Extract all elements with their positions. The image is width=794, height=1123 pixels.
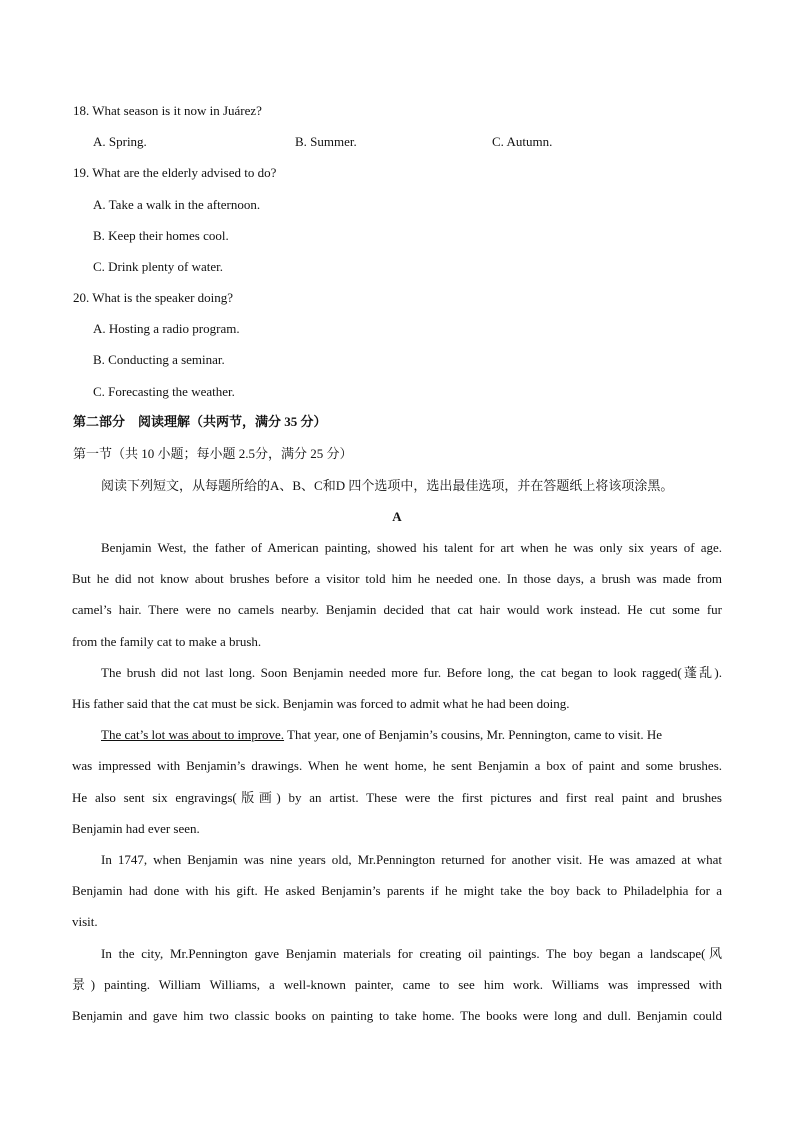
section-instruction: 阅读下列短文，从每题所给的A、B、C和D 四个选项中，选出最佳选项，并在答题纸上将该项涂黑。	[101, 478, 674, 493]
passage-line: The brush did not last long. Soon Benjamin needed more fur. Before long, the cat began to look ragged(蓬乱).	[101, 665, 722, 680]
passage-line: Benjamin and gave him two classic books on painting to take home. The books were long and dull. Benjamin could	[72, 1008, 722, 1023]
passage-line: 景) painting. William Williams, a well-known painter, came to see him work. Williams was impressed with	[72, 977, 722, 992]
passage-line: He also sent six engravings(版画) by an artist. These were the first pictures and first real paint and brushes	[72, 790, 722, 805]
passage-line-rest: That year, one of Benjamin’s cousins, Mr. Pennington, came to visit. He	[284, 727, 663, 742]
passage-line: In 1747, when Benjamin was nine years old, Mr.Pennington returned for another visit. He was amazed at what	[101, 852, 722, 867]
part-title: 第二部分 阅读理解（共两节，满分 35 分）	[73, 414, 327, 429]
question-20-option-c: C. Forecasting the weather.	[93, 384, 235, 399]
question-18-stem: 18. What season is it now in Juárez?	[73, 103, 262, 118]
passage-line: Benjamin had ever seen.	[72, 821, 200, 836]
passage-line: In the city, Mr.Pennington gave Benjamin materials for creating oil paintings. The boy began a landscape(风	[101, 946, 722, 961]
section-subtitle: 第一节（共 10 小题；每小题 2.5分，满分 25 分）	[73, 446, 353, 461]
question-19-stem: 19. What are the elderly advised to do?	[73, 165, 277, 180]
passage-line: camel’s hair. There were no camels nearby. Benjamin decided that cat hair would work instead. He cut some fur	[72, 602, 722, 617]
question-18-option-c: C. Autumn.	[492, 134, 553, 149]
passage-line: But he did not know about brushes before a visitor told him he needed one. In those days, a brush was made from	[72, 571, 722, 586]
passage-line: His father said that the cat must be sick. Benjamin was forced to admit what he had been doing.	[72, 696, 570, 711]
passage-line: visit.	[72, 914, 98, 929]
passage-line: Benjamin West, the father of American painting, showed his talent for art when he was only six years of age.	[101, 540, 722, 555]
passage-line: was impressed with Benjamin’s drawings. When he went home, he sent Benjamin a box of paint and some brushes.	[72, 758, 722, 773]
question-19-option-a: A. Take a walk in the afternoon.	[93, 197, 261, 212]
question-18-option-a: A. Spring.	[93, 134, 147, 149]
question-20-option-a: A. Hosting a radio program.	[93, 321, 240, 336]
passage-line: from the family cat to make a brush.	[72, 634, 262, 649]
passage-line: Benjamin had done with his gift. He asked Benjamin’s parents if he might take the boy back to Philadelphia for a	[72, 883, 722, 898]
passage-label: A	[392, 509, 402, 524]
question-20-option-b: B. Conducting a seminar.	[93, 352, 225, 367]
underlined-sentence: The cat’s lot was about to improve.	[101, 727, 285, 742]
question-18-option-b: B. Summer.	[295, 134, 357, 149]
passage-line-start	[101, 727, 662, 743]
question-19-option-c: C. Drink plenty of water.	[93, 259, 223, 274]
question-20-stem: 20. What is the speaker doing?	[73, 290, 234, 305]
question-19-option-b: B. Keep their homes cool.	[93, 228, 229, 243]
